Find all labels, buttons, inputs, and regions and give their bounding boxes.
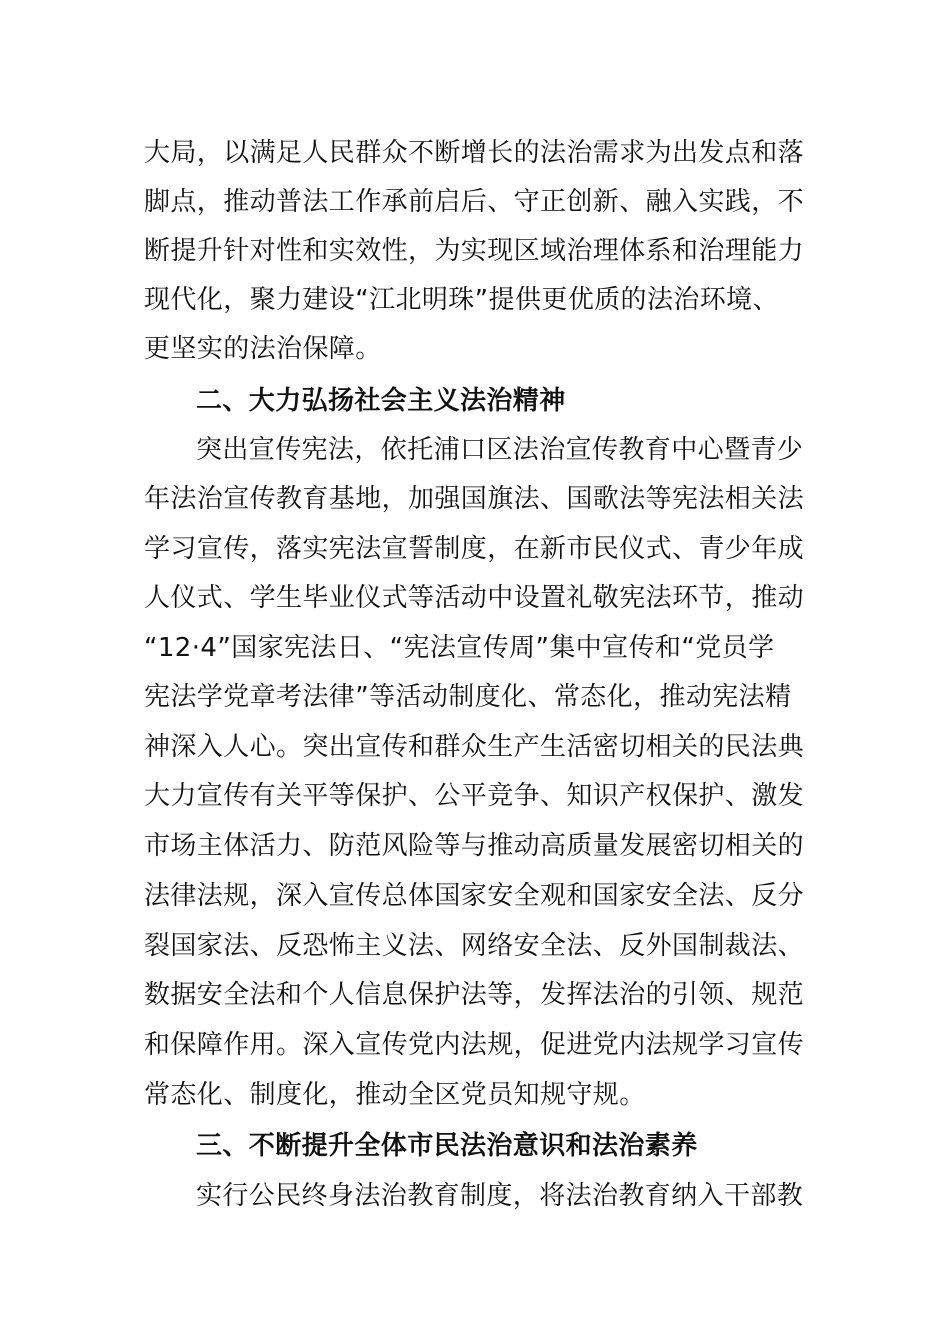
paragraph-line: 法律法规，深入宣传总体国家安全观和国家安全法、反分 (144, 881, 805, 911)
paragraph-line: 神深入人心。突出宣传和群众生产生活密切相关的民法典 (144, 732, 805, 762)
paragraph-line: 断提升针对性和实效性，为实现区域治理体系和治理能力 (144, 236, 805, 266)
paragraph-line: 更坚实的法治保障。 (144, 334, 382, 364)
paragraph-line: 现代化，聚力建设“江北明珠”提供更优质的法治环境、 (144, 285, 779, 315)
section-heading: 二、大力弘扬社会主义法治精神 (196, 386, 566, 416)
paragraph-line: 实行公民终身法治教育制度，将法治教育纳入干部教 (196, 1181, 804, 1211)
paragraph-line: 大局，以满足人民群众不断增长的法治需求为出发点和落 (144, 138, 805, 168)
section-heading: 三、不断提升全体市民法治意识和法治素养 (196, 1131, 698, 1161)
paragraph-line: 常态化、制度化，推动全区党员知规守规。 (144, 1080, 646, 1110)
paragraph-line: 宪法学党章考法律”等活动制度化、常态化，推动宪法精 (144, 682, 792, 712)
paragraph-line: 脚点，推动普法工作承前启后、守正创新、融入实践，不 (144, 187, 805, 217)
paragraph-line: “12·4”国家宪法日、“宪法宣传周”集中宣传和“党员学 (144, 633, 775, 663)
paragraph-line: 突出宣传宪法，依托浦口区法治宣传教育中心暨青少 (196, 435, 804, 465)
paragraph-line: 年法治宣传教育基地，加强国旗法、国歌法等宪法相关法 (144, 484, 805, 514)
paragraph-line: 人仪式、学生毕业仪式等活动中设置礼敬宪法环节，推动 (144, 583, 805, 613)
paragraph-line: 裂国家法、反恐怖主义法、网络安全法、反外国制裁法、 (144, 931, 805, 961)
paragraph-line: 数据安全法和个人信息保护法等，发挥法治的引领、规范 (144, 980, 805, 1010)
paragraph-line: 和保障作用。深入宣传党内法规，促进党内法规学习宣传 (144, 1030, 805, 1060)
paragraph-line: 学习宣传，落实宪法宣誓制度，在新市民仪式、青少年成 (144, 534, 805, 564)
paragraph-line: 市场主体活力、防范风险等与推动高质量发展密切相关的 (144, 831, 805, 861)
paragraph-line: 大力宣传有关平等保护、公平竞争、知识产权保护、激发 (144, 781, 805, 811)
